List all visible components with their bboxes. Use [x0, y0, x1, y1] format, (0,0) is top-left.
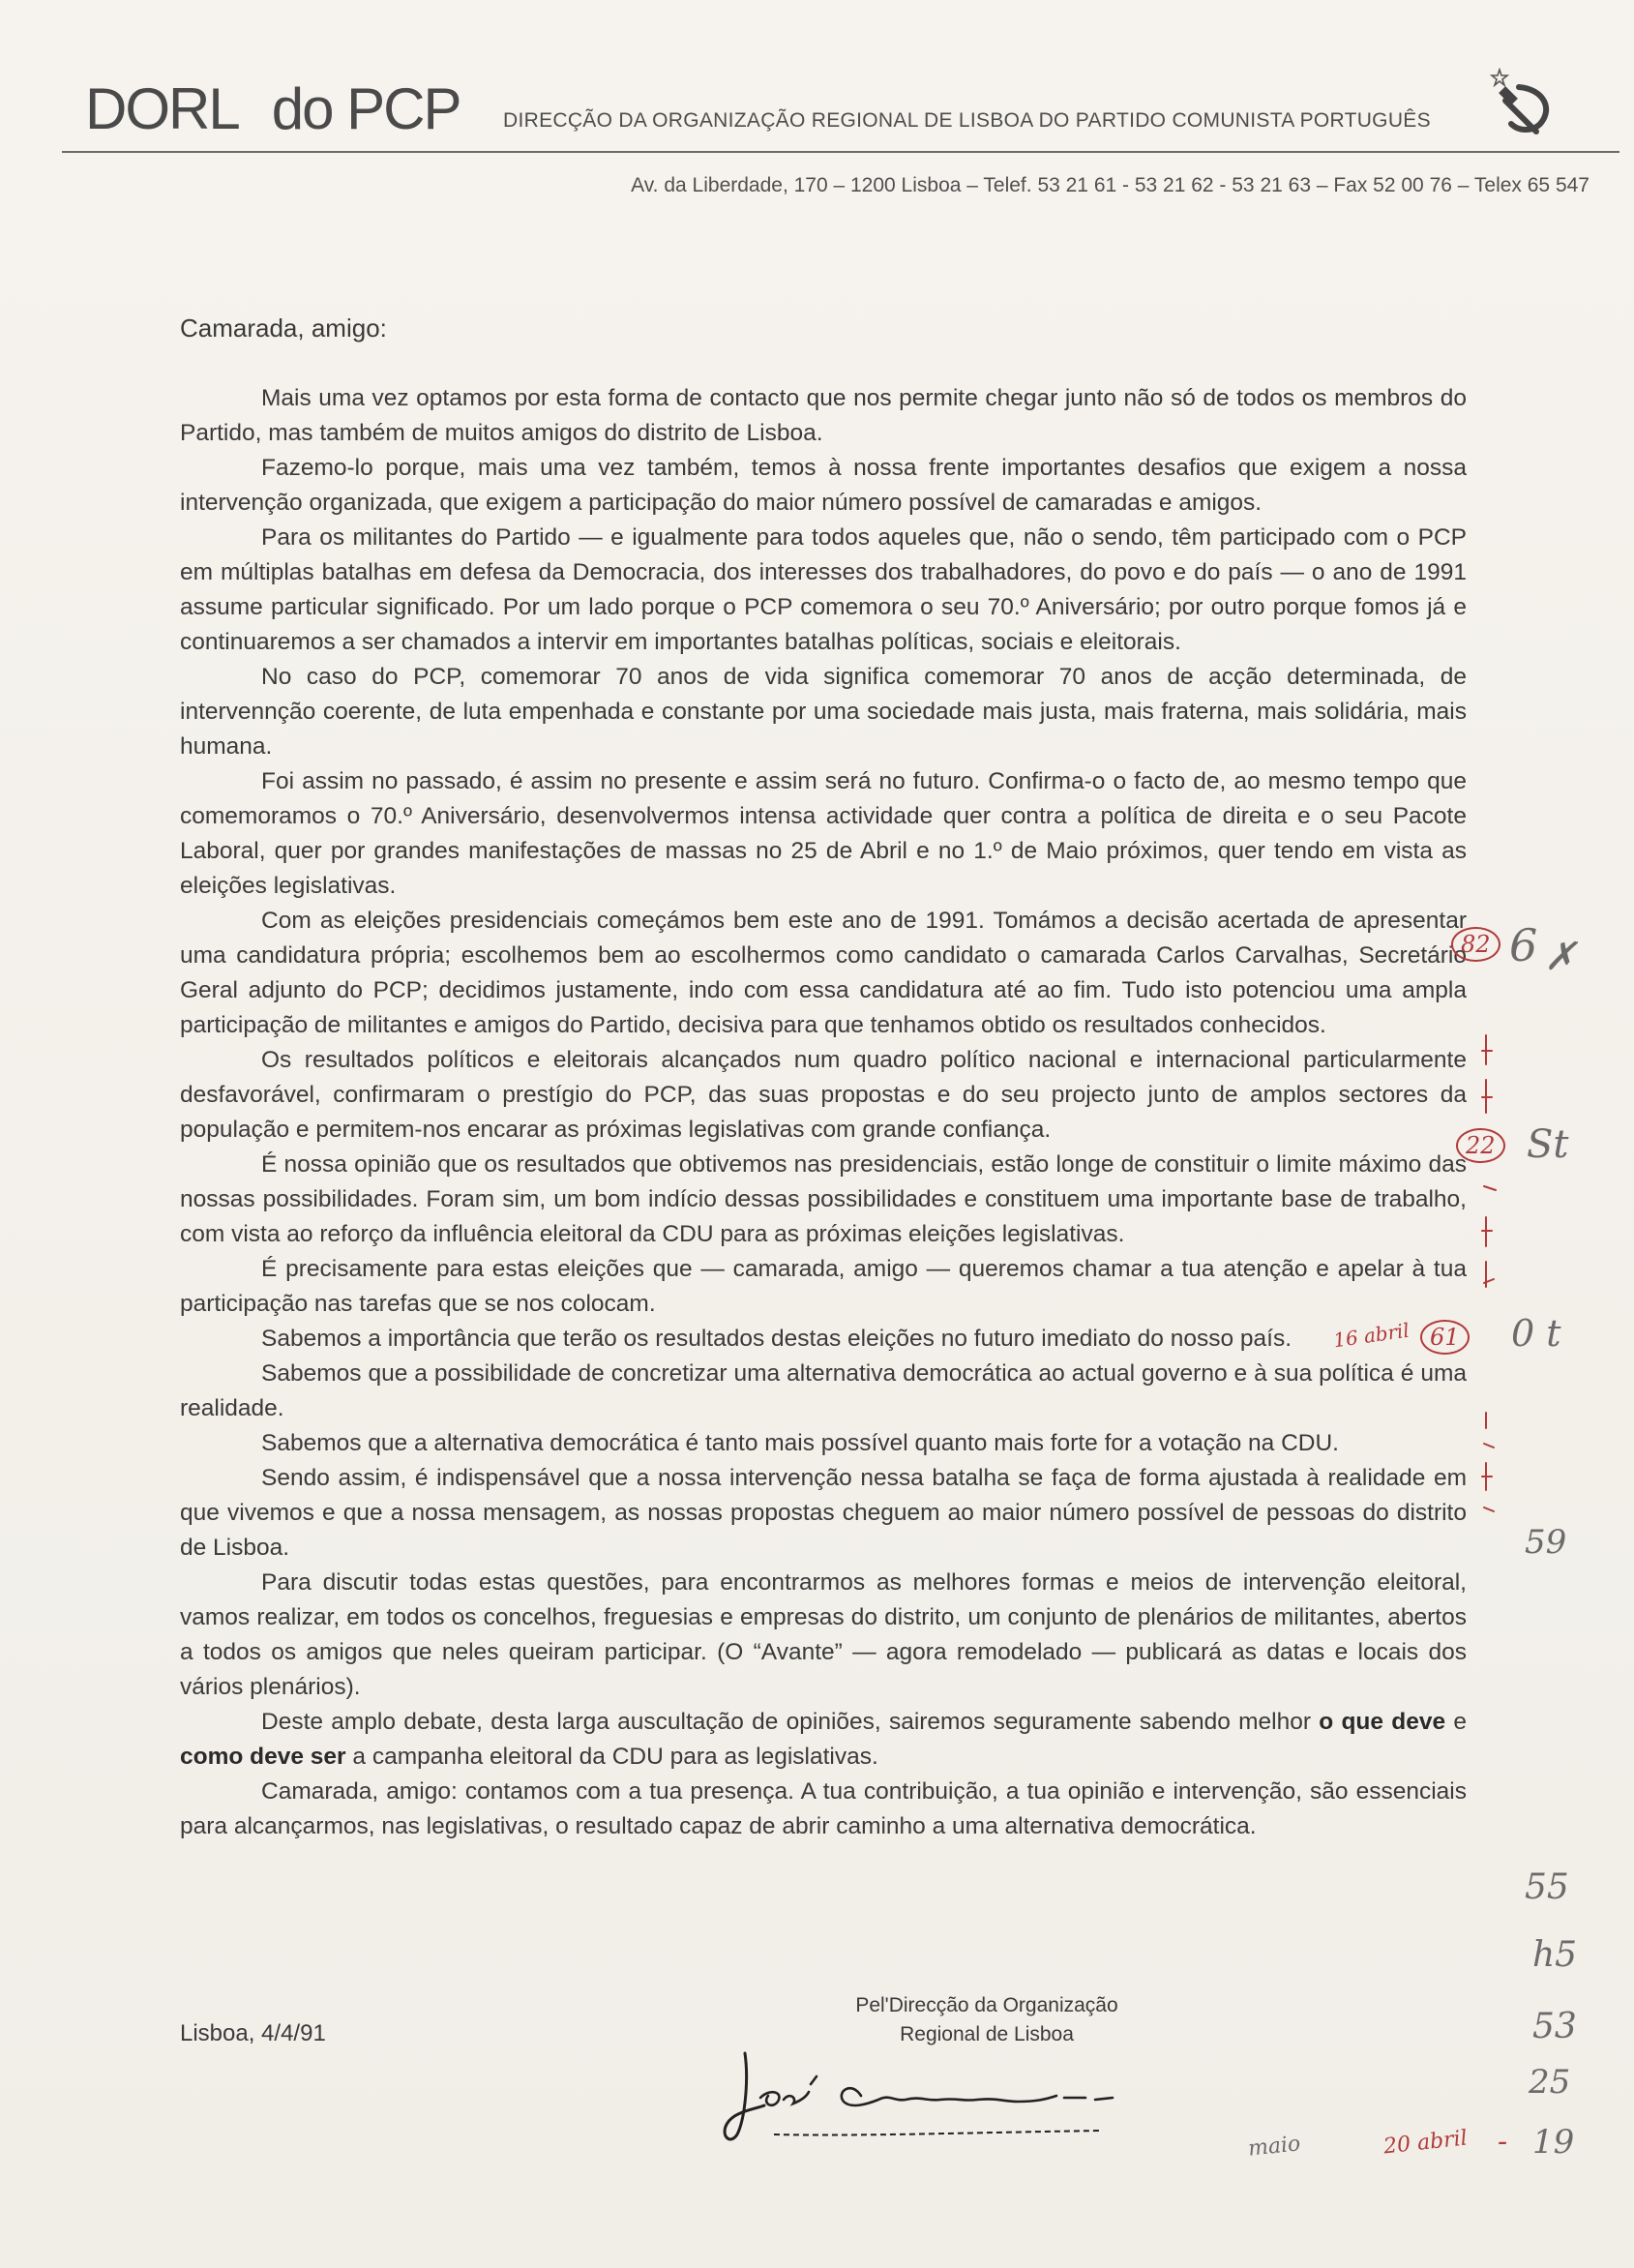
letterhead-rule [62, 151, 1619, 153]
salutation: Camarada, amigo: [180, 313, 387, 343]
annotation-strike: ✗ [1544, 935, 1577, 979]
letterhead-address: Av. da Liberdade, 170 – 1200 Lisboa – Telef. 53 21 61 - 53 21 62 - 53 21 63 – Fax 52 00 76 – Telex 65 547 [631, 174, 1589, 196]
annotation-25: 25 [1529, 2063, 1571, 2102]
paragraph: Sendo assim, é indispensável que a nossa intervenção nessa batalha se faça de forma ajustada à realidade em que vivemos e que a nossa mensagem, as nossas propostas cheguem ao maior número possível de pessoas do distrito de Lisboa. [180, 1465, 1467, 1561]
letterhead-full-name: DIRECÇÃO DA ORGANIZAÇÃO REGIONAL DE LISBOA DO PARTIDO COMUNISTA PORTUGUÊS [503, 109, 1431, 132]
paragraph: Sabemos que a possibilidade de concretizar uma alternativa democrática ao actual governo e à sua política é uma realidade. [180, 1360, 1467, 1421]
annotation-55: 55 [1525, 1867, 1569, 1907]
paragraph: É precisamente para estas eleições que — camarada, amigo — queremos chamar a tua atenção e apelar à tua participação nas tarefas que se nos colocam. [180, 1256, 1467, 1317]
signatory-line-1: Pel'Direcção da Organização [855, 1994, 1118, 2016]
paragraph: Os resultados políticos e eleitorais alcançados num quadro político nacional e internacional particularmente desfavorável, confirmaram o prestígio do PCP, das suas propostas e do seu projecto junto de amplos sectores da população e permitem-nos encarar as próximas legislativas com grande confiança. [180, 1047, 1467, 1143]
paragraph-closing: Camarada, amigo: contamos com a tua presença. A tua contribuição, a tua opinião e intervenção, são essenciais para alcançarmos, nas legislativas, o resultado capaz de abrir caminho a uma alternativa democrática. [180, 1778, 1467, 1839]
letter-body [180, 381, 1467, 1844]
annotation-circled-82: 82 [1451, 927, 1500, 962]
hammer-sickle-icon [1490, 68, 1558, 139]
margin-tick-marks [1480, 1026, 1519, 1567]
paragraph: Sabemos a importância que terão os resultados destas eleições no futuro imediato do nosso país. [261, 1326, 1292, 1352]
paragraph: Com as eleições presidenciais começámos bem este ano de 1991. Tomámos a decisão acertada de apresentar uma candidatura própria; escolhemos bem ao escolhermos como candidato o camarada Carlos Carvalhas, Secretário Geral adjunto do PCP; decidimos justamente, indo com essa candidatura até ao fim. Tudo isto potenciou uma ampla participação de militantes e amigos do Partido, decisiva para que tenhamos obtido os resultados conhecidos. [180, 908, 1467, 1038]
paragraph: Fazemo-lo porque, mais uma vez também, temos à nossa frente importantes desafios que exigem a nossa intervenção organizada, que exigem a participação do maior número possível de camaradas e amigos. [180, 455, 1467, 516]
signatory-block [793, 1991, 1180, 2049]
annotation-circled-22: 22 [1456, 1128, 1505, 1163]
annotation-59: 59 [1525, 1523, 1567, 1562]
letterhead-title [85, 75, 460, 142]
annotation-h5: h5 [1532, 1935, 1578, 1975]
paragraph: No caso do PCP, comemorar 70 anos de vida significa comemorar 70 anos de acção determinada, de intervennção coerente, de luta empenhada e constante por uma sociedade mais justa, mais fraterna, mais solidária, mais humana. [180, 664, 1467, 760]
handwritten-signature [716, 2042, 1219, 2148]
annotation-6: 6 [1509, 919, 1538, 971]
paragraph: É nossa opinião que os resultados que obtivemos nas presidenciais, estão longe de constituir o limite máximo das nossas possibilidades. Foram sim, um bom indício dessas possibilidades e constituem uma importante base de trabalho, com vista ao reforço da influência eleitoral da CDU para as próximas eleições legislativas. [180, 1151, 1467, 1247]
bold-phrase: como deve ser [180, 1744, 346, 1770]
paragraph: Para os militantes do Partido — e igualmente para todos aqueles que, não o sendo, têm participado com o PCP em múltiplas batalhas em defesa da Democracia, dos interesses dos trabalhadores, do povo e do país — o ano de 1991 assume particular significado. Por um lado porque o PCP comemora o seu 70.º Aniversário; por outro porque fomos já e continuaremos a ser chamados a intervir em importantes batalhas políticas, sociais e eleitorais. [180, 524, 1467, 655]
place-date: Lisboa, 4/4/91 [180, 2020, 326, 2046]
annotation-circled-61: 61 [1420, 1320, 1470, 1355]
letterhead-do-pcp: do PCP [271, 76, 460, 141]
paragraph-campaign: Deste amplo debate, desta larga auscultação de opiniões, sairemos seguramente sabendo melhor o que deve e como deve ser a campanha eleitoral da CDU para as legislativas. [180, 1709, 1467, 1770]
annotation-53: 53 [1532, 2007, 1577, 2046]
paragraph: Foi assim no passado, é assim no presente e assim será no futuro. Confirma-o o facto de, ao mesmo tempo que comemoramos o 70.º Aniversário, desenvolvermos intensa actividade quer contra a política de direita e o seu Pacote Laboral, quer por grandes manifestações de massas no 25 de Abril e no 1.º de Maio próximos, quer tendo em vista as eleições legislativas. [180, 768, 1467, 899]
annotation-20-abril: 20 abril [1381, 2126, 1469, 2160]
annotation-19: 19 [1532, 2123, 1575, 2162]
bold-phrase: o que deve [1319, 1709, 1446, 1735]
signatory-line-2: Regional de Lisboa [900, 2023, 1074, 2045]
annotation-maio: maio [1246, 2132, 1302, 2162]
paragraph: Mais uma vez optamos por esta forma de contacto que nos permite chegar junto não só de todos os membros do Partido, mas também de muitos amigos do distrito de Lisboa. [180, 385, 1467, 446]
annotation-st: St [1527, 1122, 1569, 1167]
paragraph: Sabemos que a alternativa democrática é tanto mais possível quanto mais forte for a votação na CDU. [261, 1430, 1339, 1456]
letterhead-dorl: DORL [85, 76, 239, 141]
paragraph: Para discutir todas estas questões, para encontrarmos as melhores formas e meios de intervenção eleitoral, vamos realizar, em todos os concelhos, freguesias e empresas do distrito, um conjunto de plenários de militantes, abertos a todos os amigos que neles queiram participar. (O “Avante” — agora remodelado — publicará as datas e locais dos vários plenários). [180, 1569, 1467, 1700]
annotation-16-abril: 16 abril [1331, 1318, 1411, 1353]
annotation-dash: - [1498, 2125, 1508, 2159]
annotation-0t: 0 t [1511, 1312, 1561, 1355]
